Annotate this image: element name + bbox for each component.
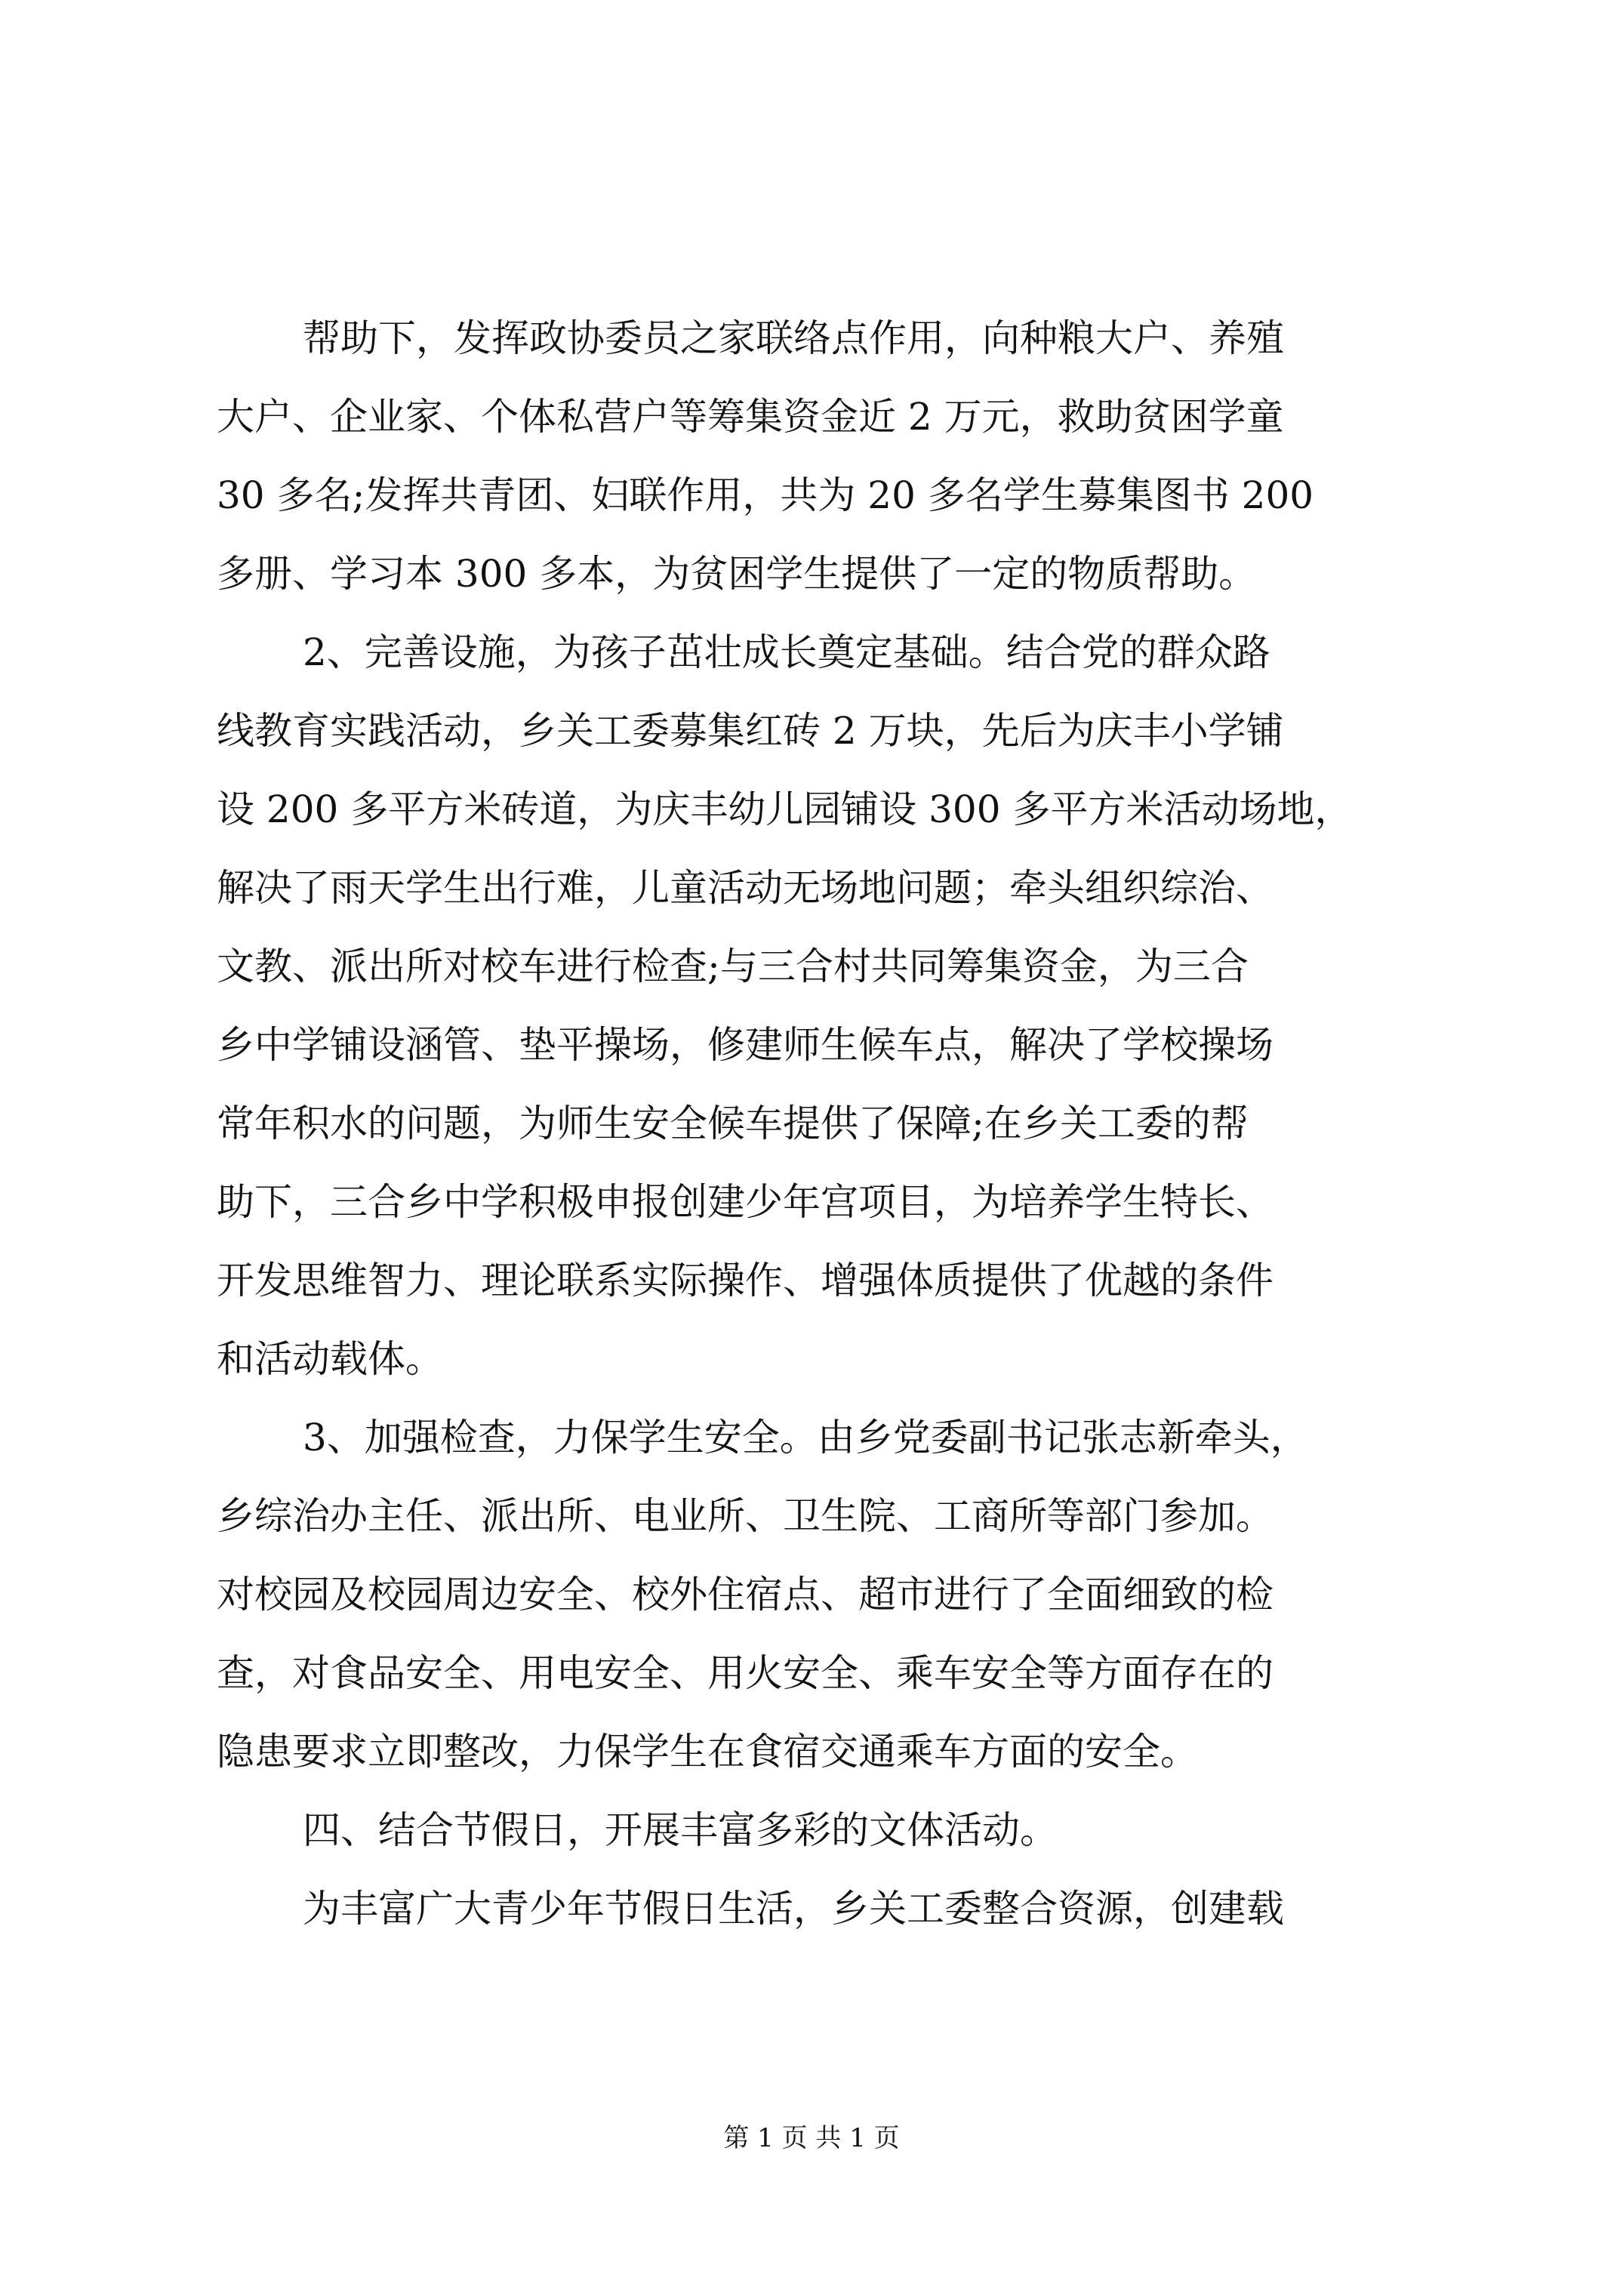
text-line: 开发思维智力、理论联系实际操作、增强体质提供了优越的条件 — [217, 1259, 1273, 1302]
text-line: 线教育实践活动，乡关工委募集红砖 2 万块，先后为庆丰小学铺 — [217, 709, 1284, 753]
text-line: 多册、学习本 300 多本，为贫困学生提供了一定的物质帮助。 — [217, 552, 1257, 596]
text-line: 查，对食品安全、用电安全、用火安全、乘车安全等方面存在的 — [217, 1651, 1273, 1695]
text-line: 帮助下，发挥政协委员之家联络点作用，向种粮大户、养殖 — [303, 316, 1284, 360]
text-line: 30 多名;发挥共青团、妇联作用，共为 20 多名学生募集图书 200 — [217, 473, 1314, 517]
text-line: 大户、企业家、个体私营户等筹集资金近 2 万元，救助贫困学童 — [217, 395, 1284, 439]
page-footer: 第 1 页 共 1 页 — [723, 2123, 900, 2153]
text-line: 常年积水的问题，为师生安全候车提供了保障;在乡关工委的帮 — [217, 1102, 1249, 1145]
text-line: 解决了雨天学生出行难，儿童活动无场地问题；牵头组织综治、 — [217, 866, 1273, 910]
text-line: 2、完善设施，为孩子茁壮成长奠定基础。结合党的群众路 — [303, 630, 1270, 674]
text-line: 对校园及校园周边安全、校外住宿点、超市进行了全面细致的检 — [217, 1573, 1273, 1616]
text-line: 3、加强检查，力保学生安全。由乡党委副书记张志新牵头， — [303, 1416, 1308, 1459]
text-line: 为丰富广大青少年节假日生活，乡关工委整合资源，创建载 — [303, 1887, 1284, 1931]
text-line: 隐患要求立即整改，力保学生在食宿交通乘车方面的安全。 — [217, 1730, 1198, 1774]
text-line: 乡综治办主任、派出所、电业所、卫生院、工商所等部门参加。 — [217, 1494, 1273, 1538]
text-line: 助下，三合乡中学积极申报创建少年宫项目，为培养学生特长、 — [217, 1180, 1273, 1224]
text-line: 设 200 多平方米砖道，为庆丰幼儿园铺设 300 多平方米活动场地， — [217, 787, 1353, 831]
text-line: 四、结合节假日，开展丰富多彩的文体活动。 — [303, 1808, 1058, 1852]
text-line: 文教、派出所对校车进行检查;与三合村共同筹集资金，为三合 — [217, 945, 1249, 988]
text-line: 和活动载体。 — [217, 1337, 443, 1381]
text-line: 乡中学铺设涵管、垫平操场，修建师生候车点，解决了学校操场 — [217, 1023, 1273, 1067]
